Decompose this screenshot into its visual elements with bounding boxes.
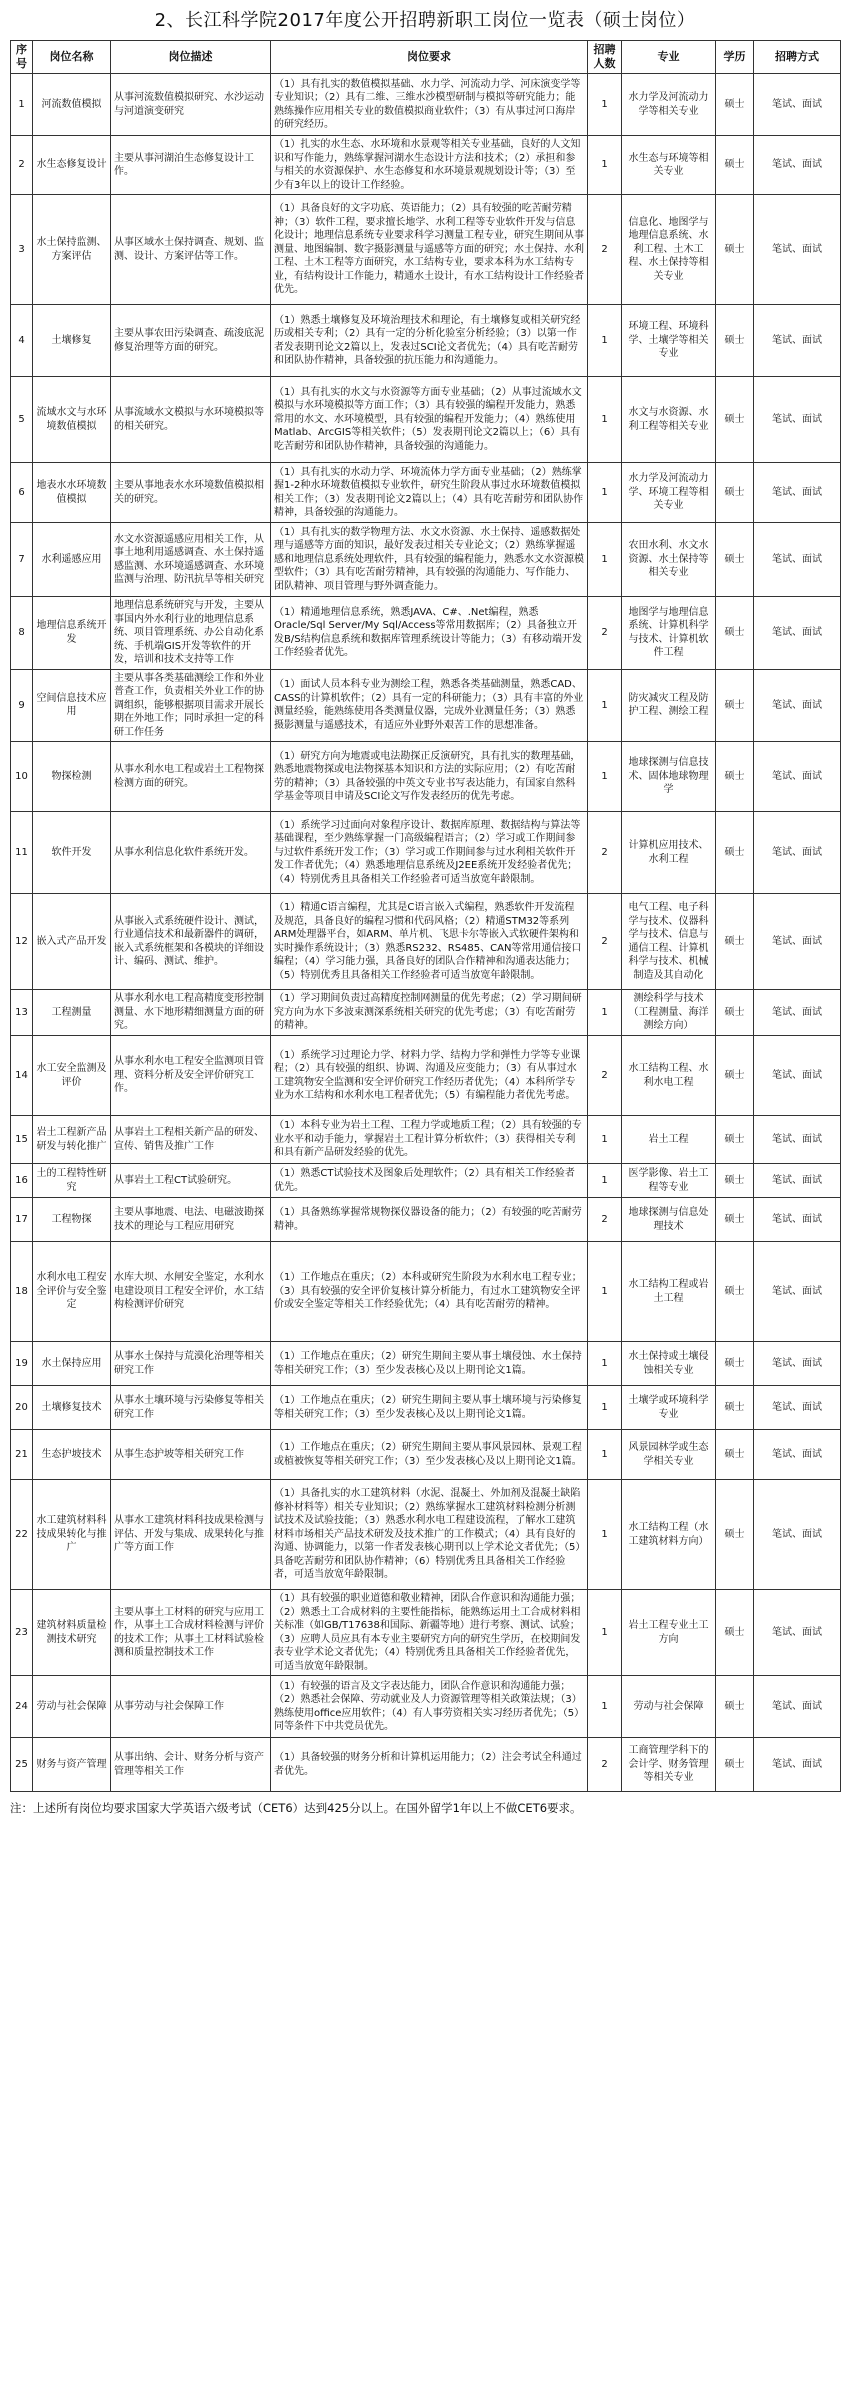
cell-edu: 硕士 bbox=[716, 1738, 754, 1792]
cell-edu: 硕士 bbox=[716, 1676, 754, 1738]
cell-method: 笔试、面试 bbox=[754, 1676, 841, 1738]
cell-no: 20 bbox=[11, 1386, 33, 1430]
cell-no: 19 bbox=[11, 1342, 33, 1386]
cell-method: 笔试、面试 bbox=[754, 742, 841, 812]
cell-desc: 水库大坝、水闸安全鉴定，水利水电建设项目工程安全评价，水工结构检测评价研究 bbox=[111, 1242, 271, 1342]
cell-count: 1 bbox=[588, 1242, 622, 1342]
header-method: 招聘方式 bbox=[754, 41, 841, 74]
cell-count: 2 bbox=[588, 1738, 622, 1792]
cell-name: 水利水电工程安全评价与安全鉴定 bbox=[33, 1242, 111, 1342]
cell-edu: 硕士 bbox=[716, 463, 754, 523]
cell-req: （1）具有扎实的数值模拟基础、水力学、河流动力学、河床演变学等专业知识；（2）具有二维、三维水沙模型研制与模拟等研究能力；能熟练操作应用相关专业的数值模拟商业软件；（3）有从事过河口海岸的研究经历。 bbox=[271, 74, 588, 136]
table-row bbox=[11, 377, 841, 463]
cell-name: 生态护坡技术 bbox=[33, 1430, 111, 1480]
cell-desc: 主要从事河湖泊生态修复设计工作。 bbox=[111, 136, 271, 195]
cell-method: 笔试、面试 bbox=[754, 523, 841, 597]
table-row bbox=[11, 1430, 841, 1480]
cell-method: 笔试、面试 bbox=[754, 1342, 841, 1386]
cell-major: 水力学及河流动力学等相关专业 bbox=[622, 74, 716, 136]
cell-count: 2 bbox=[588, 1036, 622, 1116]
cell-no: 17 bbox=[11, 1198, 33, 1242]
header-req: 岗位要求 bbox=[271, 41, 588, 74]
cell-name: 劳动与社会保障 bbox=[33, 1676, 111, 1738]
cell-major: 水工结构工程或岩土工程 bbox=[622, 1242, 716, 1342]
cell-edu: 硕士 bbox=[716, 1242, 754, 1342]
table-row bbox=[11, 1590, 841, 1676]
cell-method: 笔试、面试 bbox=[754, 1386, 841, 1430]
cell-method: 笔试、面试 bbox=[754, 1590, 841, 1676]
page-title: 2、长江科学院2017年度公开招聘新职工岗位一览表（硕士岗位） bbox=[154, 10, 696, 31]
cell-desc: 地理信息系统研究与开发，主要从事国内外水利行业的地理信息系统、项目管理系统、办公自动化系统、手机端GIS开发等软件的开发，培训和技术支持等工作 bbox=[111, 597, 271, 670]
cell-desc: 从事岩土工程CT试验研究。 bbox=[111, 1164, 271, 1198]
cell-edu: 硕士 bbox=[716, 669, 754, 742]
cell-method: 笔试、面试 bbox=[754, 669, 841, 742]
cell-count: 2 bbox=[588, 894, 622, 990]
cell-major: 农田水利、水文水资源、水土保持等相关专业 bbox=[622, 523, 716, 597]
table-row bbox=[11, 195, 841, 305]
cell-req: （1）具有较强的职业道德和敬业精神，团队合作意识和沟通能力强；（2）熟悉土工合成材料的主要性能指标，能熟练运用土工合成材料相关标准（如GB/T17638和国际、新疆等地）进行考察、测试、试验；（3）应聘人员应具有本专业主要研究方向的研究生学历，在校期间发表专业学术论文者优先；（4）特别优秀且具备相关工作经验者优先，可适当放宽年龄限制。 bbox=[271, 1590, 588, 1676]
cell-no: 7 bbox=[11, 523, 33, 597]
cell-edu: 硕士 bbox=[716, 1342, 754, 1386]
cell-name: 水土保持应用 bbox=[33, 1342, 111, 1386]
cell-count: 1 bbox=[588, 1164, 622, 1198]
cell-edu: 硕士 bbox=[716, 812, 754, 894]
cell-edu: 硕士 bbox=[716, 1386, 754, 1430]
table-row bbox=[11, 1480, 841, 1590]
cell-name: 水工安全监测及评价 bbox=[33, 1036, 111, 1116]
cell-desc: 主要从事地表水水环境数值模拟相关的研究。 bbox=[111, 463, 271, 523]
cell-name: 土壤修复 bbox=[33, 305, 111, 377]
cell-edu: 硕士 bbox=[716, 1116, 754, 1164]
table-row bbox=[11, 1342, 841, 1386]
cell-no: 12 bbox=[11, 894, 33, 990]
cell-edu: 硕士 bbox=[716, 377, 754, 463]
page bbox=[10, 6, 840, 1816]
table-header bbox=[11, 41, 841, 74]
cell-desc: 从事水利水电工程安全监测项目管理、资料分析及安全评价研究工作。 bbox=[111, 1036, 271, 1116]
cell-req: （1）具有扎实的水动力学、环境流体力学方面专业基础；（2）熟练掌握1-2种水环境数值模拟专业软件，研究生阶段从事过水环境数值模拟相关工作；（3）发表期刊论文2篇以上；（4）具有吃苦耐劳和团队协作精神，具备较强的沟通能力。 bbox=[271, 463, 588, 523]
cell-no: 18 bbox=[11, 1242, 33, 1342]
cell-major: 水工结构工程、水利水电工程 bbox=[622, 1036, 716, 1116]
cell-edu: 硕士 bbox=[716, 74, 754, 136]
table-body bbox=[11, 74, 841, 1792]
cell-method: 笔试、面试 bbox=[754, 1164, 841, 1198]
cell-count: 1 bbox=[588, 1676, 622, 1738]
cell-desc: 主要从事土工材料的研究与应用工作，从事土工合成材料检测与评价的技术工作；从事土工材料试验检测和质量控制技术工作 bbox=[111, 1590, 271, 1676]
cell-method: 笔试、面试 bbox=[754, 1480, 841, 1590]
cell-method: 笔试、面试 bbox=[754, 1116, 841, 1164]
header-no: 序号 bbox=[11, 41, 33, 74]
cell-req: （1）本科专业为岩土工程、工程力学或地质工程；（2）具有较强的专业水平和动手能力，掌握岩土工程计算分析软件；（3）获得相关专利和具有新产品研发经验的优先。 bbox=[271, 1116, 588, 1164]
cell-no: 15 bbox=[11, 1116, 33, 1164]
cell-major: 工商管理学科下的会计学、财务管理等相关专业 bbox=[622, 1738, 716, 1792]
cell-major: 水工结构工程（水工建筑材料方向） bbox=[622, 1480, 716, 1590]
header-edu: 学历 bbox=[716, 41, 754, 74]
cell-name: 空间信息技术应用 bbox=[33, 669, 111, 742]
cell-count: 1 bbox=[588, 377, 622, 463]
cell-no: 10 bbox=[11, 742, 33, 812]
cell-no: 22 bbox=[11, 1480, 33, 1590]
cell-req: （1）具备熟练掌握常规物探仪器设备的能力；（2）有较强的吃苦耐劳精神。 bbox=[271, 1198, 588, 1242]
cell-major: 岩土工程专业土工方向 bbox=[622, 1590, 716, 1676]
cell-edu: 硕士 bbox=[716, 523, 754, 597]
cell-name: 软件开发 bbox=[33, 812, 111, 894]
table-row bbox=[11, 305, 841, 377]
cell-edu: 硕士 bbox=[716, 894, 754, 990]
cell-count: 1 bbox=[588, 1480, 622, 1590]
cell-name: 岩土工程新产品研发与转化推广 bbox=[33, 1116, 111, 1164]
cell-no: 3 bbox=[11, 195, 33, 305]
cell-method: 笔试、面试 bbox=[754, 463, 841, 523]
cell-desc: 主要从事地震、电法、电磁波勘探技术的理论与工程应用研究 bbox=[111, 1198, 271, 1242]
cell-no: 23 bbox=[11, 1590, 33, 1676]
cell-edu: 硕士 bbox=[716, 1198, 754, 1242]
cell-count: 2 bbox=[588, 1198, 622, 1242]
cell-req: （1）具备扎实的水工建筑材料（水泥、混凝土、外加剂及混凝土缺陷修补材料等）相关专业知识；（2）熟练掌握水工建筑材料检测分析测试技术及试验技能；（3）熟悉水利水电工程建设流程，了解水工建筑材料市场相关产品技术研发及技术推广的工作模式；（4）具有良好的沟通、协调能力，以第一作者发表核心期刊以上学术论文者优先；（5）具备吃苦耐劳和团队协作精神；（6）特别优秀且具备相关工作经验者，可适当放宽年龄限制。 bbox=[271, 1480, 588, 1590]
table-row bbox=[11, 74, 841, 136]
cell-method: 笔试、面试 bbox=[754, 812, 841, 894]
cell-major: 地球探测与信息处理技术 bbox=[622, 1198, 716, 1242]
header-major: 专业 bbox=[622, 41, 716, 74]
cell-count: 1 bbox=[588, 523, 622, 597]
table-row bbox=[11, 894, 841, 990]
cell-desc: 从事岩土工程相关新产品的研发、宣传、销售及推广工作 bbox=[111, 1116, 271, 1164]
cell-major: 水土保持或土壤侵蚀相关专业 bbox=[622, 1342, 716, 1386]
cell-major: 水文与水资源、水利工程等相关专业 bbox=[622, 377, 716, 463]
cell-desc: 从事水利信息化软件系统开发。 bbox=[111, 812, 271, 894]
cell-name: 嵌入式产品开发 bbox=[33, 894, 111, 990]
cell-count: 1 bbox=[588, 1386, 622, 1430]
cell-desc: 从事水利水电工程或岩土工程物探检测方面的研究。 bbox=[111, 742, 271, 812]
cell-name: 水土保持监测、方案评估 bbox=[33, 195, 111, 305]
cell-req: （1）精通C语言编程，尤其是C语言嵌入式编程，熟悉软件开发流程及规范，具备良好的编程习惯和代码风格；（2）精通STM32等系列ARM处理器平台，如ARM、单片机、飞思卡尔等嵌入式软硬件架构和实时操作系统设计；（3）熟悉RS232、RS485、CAN等常用通信接口编程；（4）学习能力强，具备良好的团队合作精神和沟通表达能力；（5）特别优秀且具备相关工作经验者可适当放宽年龄限制。 bbox=[271, 894, 588, 990]
cell-desc: 从事水土保持与荒漠化治理等相关研究工作 bbox=[111, 1342, 271, 1386]
cell-name: 土的工程特性研究 bbox=[33, 1164, 111, 1198]
cell-req: （1）研究方向为地震或电法勘探正反演研究，具有扎实的数理基础，熟悉地震物探或电法物探基本知识和方法的实际应用；（2）有吃苦耐劳的精神；（3）具备较强的中英文专业书写表达能力，有国家自然科学基金等项目申请及SCI论文写作发表经历的优先考虑。 bbox=[271, 742, 588, 812]
table-row bbox=[11, 742, 841, 812]
cell-name: 建筑材料质量检测技术研究 bbox=[33, 1590, 111, 1676]
cell-edu: 硕士 bbox=[716, 305, 754, 377]
cell-desc: 主要从事各类基础测绘工作和外业普查工作，负责相关外业工作的协调组织，能够根据项目需求开展长期在外地工作；同时承担一定的科研工作任务 bbox=[111, 669, 271, 742]
cell-edu: 硕士 bbox=[716, 136, 754, 195]
table-row bbox=[11, 463, 841, 523]
cell-count: 1 bbox=[588, 1430, 622, 1480]
cell-req: （1）系统学习过面向对象程序设计、数据库原理、数据结构与算法等基础课程，至少熟练掌握一门高级编程语言；（2）学习或工作期间参与过软件系统开发工作；（3）学习或工作期间参与过水利相关软件开发工作者优先；（4）熟悉地理信息系统及J2EE系统开发经验者优先；（4）特别优秀且具备相关工作经验者可适当放宽年龄限制。 bbox=[271, 812, 588, 894]
cell-count: 1 bbox=[588, 1342, 622, 1386]
header-name: 岗位名称 bbox=[33, 41, 111, 74]
table-row bbox=[11, 1198, 841, 1242]
cell-name: 土壤修复技术 bbox=[33, 1386, 111, 1430]
cell-method: 笔试、面试 bbox=[754, 1738, 841, 1792]
cell-desc: 从事劳动与社会保障工作 bbox=[111, 1676, 271, 1738]
cell-method: 笔试、面试 bbox=[754, 894, 841, 990]
cell-no: 24 bbox=[11, 1676, 33, 1738]
cell-desc: 从事流域水文模拟与水环境模拟等的相关研究。 bbox=[111, 377, 271, 463]
table-row bbox=[11, 1036, 841, 1116]
cell-method: 笔试、面试 bbox=[754, 74, 841, 136]
cell-desc: 从事出纳、会计、财务分析与资产管理等相关工作 bbox=[111, 1738, 271, 1792]
cell-major: 计算机应用技术、水利工程 bbox=[622, 812, 716, 894]
header-count: 招聘人数 bbox=[588, 41, 622, 74]
cell-no: 5 bbox=[11, 377, 33, 463]
cell-major: 土壤学或环境科学专业 bbox=[622, 1386, 716, 1430]
cell-major: 医学影像、岩土工程等专业 bbox=[622, 1164, 716, 1198]
cell-edu: 硕士 bbox=[716, 195, 754, 305]
cell-method: 笔试、面试 bbox=[754, 136, 841, 195]
cell-edu: 硕士 bbox=[716, 1590, 754, 1676]
cell-count: 1 bbox=[588, 74, 622, 136]
cell-major: 防灾减灾工程及防护工程、测绘工程 bbox=[622, 669, 716, 742]
table-row bbox=[11, 1386, 841, 1430]
cell-no: 4 bbox=[11, 305, 33, 377]
cell-name: 水工建筑材料科技成果转化与推广 bbox=[33, 1480, 111, 1590]
cell-req: （1）熟悉CT试验技术及图象后处理软件；（2）具有相关工作经验者优先。 bbox=[271, 1164, 588, 1198]
cell-req: （1）具备良好的文字功底、英语能力；（2）具有较强的吃苦耐劳精神；（3）软件工程，要求擅长地学、水利工程等专业软件开发与信息化设计；地理信息系统专业要求科学习测量工程专业，研究生期间从事测量、地图编制、数字摄影测量与遥感等方面的研究；水土保持、水利工程、土木工程等方面研究，水工结构专业，要求本科为水工结构专业，有结构设计工作能力，精通水土设计，有水工结构设计工作经验者优先。 bbox=[271, 195, 588, 305]
cell-req: （1）具有扎实的数学物理方法、水文水资源、水土保持、遥感数据处理与遥感等方面的知识，最好发表过相关专业论文；（2）熟练掌握遥感和地理信息系统处理软件，具有较强的编程能力，熟悉水文水资源模型软件；（3）具有吃苦耐劳精神，具有较强的沟通能力、写作能力、团队精神、项目管理与野外调查能力。 bbox=[271, 523, 588, 597]
positions-table bbox=[10, 40, 841, 1792]
cell-count: 1 bbox=[588, 1590, 622, 1676]
table-row bbox=[11, 1676, 841, 1738]
cell-name: 水生态修复设计 bbox=[33, 136, 111, 195]
cell-major: 电气工程、电子科学与技术、仪器科学与技术、信息与通信工程、计算机科学与技术、机械制造及其自动化 bbox=[622, 894, 716, 990]
cell-desc: 水文水资源遥感应用相关工作，从事土地利用遥感调查、水土保持遥感监测、水环境遥感调查、水环境监测与治理、防汛抗旱等相关研究 bbox=[111, 523, 271, 597]
cell-req: （1）具备较强的财务分析和计算机运用能力；（2）注会考试全科通过者优先。 bbox=[271, 1738, 588, 1792]
cell-edu: 硕士 bbox=[716, 597, 754, 670]
cell-count: 1 bbox=[588, 463, 622, 523]
cell-major: 风景园林学或生态学相关专业 bbox=[622, 1430, 716, 1480]
cell-major: 地球探测与信息技术、固体地球物理学 bbox=[622, 742, 716, 812]
cell-no: 21 bbox=[11, 1430, 33, 1480]
cell-req: （1）有较强的语言及文字表达能力，团队合作意识和沟通能力强；（2）熟悉社会保障、劳动就业及人力资源管理等相关政策法规；（3）熟练使用office应用软件；（4）有人事劳资相关实习经历者优先；（5）同等条件下中共党员优先。 bbox=[271, 1676, 588, 1738]
cell-name: 工程测量 bbox=[33, 990, 111, 1036]
cell-no: 1 bbox=[11, 74, 33, 136]
cell-no: 13 bbox=[11, 990, 33, 1036]
cell-name: 物探检测 bbox=[33, 742, 111, 812]
cell-count: 1 bbox=[588, 1116, 622, 1164]
cell-req: （1）具有扎实的水文与水资源等方面专业基础；（2）从事过流域水文模拟与水环境模拟等方面工作；（3）具有较强的编程开发能力，熟悉常用的水文、水环境模型，具有较强的编程开发能力；（4）熟练使用Matlab、ArcGIS等相关软件；（5）发表期刊论文2篇以上；（6）具有吃苦耐劳和团队协作精神，具备较强的沟通能力。 bbox=[271, 377, 588, 463]
cell-count: 2 bbox=[588, 597, 622, 670]
table-row bbox=[11, 523, 841, 597]
cell-method: 笔试、面试 bbox=[754, 1242, 841, 1342]
table-row bbox=[11, 1116, 841, 1164]
cell-method: 笔试、面试 bbox=[754, 1036, 841, 1116]
cell-req: （1）熟悉土壤修复及环境治理技术和理论，有土壤修复或相关研究经历或相关专利；（2）具有一定的分析化验室分析经验；（3）以第一作者发表期刊论文2篇以上，发表过SCI论文者优先；（4）具有吃苦耐劳和团队协作精神，具备较强的抗压能力和沟通能力。 bbox=[271, 305, 588, 377]
cell-method: 笔试、面试 bbox=[754, 1198, 841, 1242]
cell-req: （1）工作地点在重庆；（2）本科或研究生阶段为水利水电工程专业；（3）具有较强的安全评价复核计算分析能力，有过水工建筑物安全评价或安全鉴定等相关工作经验优先；（4）具有吃苦耐劳的精神。 bbox=[271, 1242, 588, 1342]
table-row bbox=[11, 812, 841, 894]
cell-edu: 硕士 bbox=[716, 1164, 754, 1198]
cell-no: 14 bbox=[11, 1036, 33, 1116]
cell-no: 16 bbox=[11, 1164, 33, 1198]
table-row bbox=[11, 1164, 841, 1198]
cell-req: （1）面试人员本科专业为测绘工程，熟悉各类基础测量，熟悉CAD、CASS的计算机软件；（2）具有一定的科研能力；（3）具有丰富的外业测量经验，能熟练使用各类测量仪器，完成外业测量任务；（3）熟悉摄影测量与遥感技术，有适应外业野外艰苦工作的思想准备。 bbox=[271, 669, 588, 742]
cell-count: 1 bbox=[588, 136, 622, 195]
cell-count: 1 bbox=[588, 742, 622, 812]
cell-req: （1）精通地理信息系统，熟悉JAVA、C#、.Net编程，熟悉Oracle/Sql Server/My Sql/Access等常用数据库；（2）具备独立开发B/S结构信息系统和数据库管理系统设计等能力；（3）有移动端开发工作经验者优先。 bbox=[271, 597, 588, 670]
table-row bbox=[11, 597, 841, 670]
cell-major: 地图学与地理信息系统、计算机科学与技术、计算机软件工程 bbox=[622, 597, 716, 670]
header-desc: 岗位描述 bbox=[111, 41, 271, 74]
cell-no: 25 bbox=[11, 1738, 33, 1792]
table-row bbox=[11, 990, 841, 1036]
cell-major: 水生态与环境等相关专业 bbox=[622, 136, 716, 195]
cell-desc: 从事水工建筑材料科技成果检测与评估、开发与集成、成果转化与推广等方面工作 bbox=[111, 1480, 271, 1590]
cell-method: 笔试、面试 bbox=[754, 1430, 841, 1480]
cell-edu: 硕士 bbox=[716, 1036, 754, 1116]
cell-req: （1）工作地点在重庆；（2）研究生期间主要从事风景园林、景观工程或植被恢复等相关研究工作；（3）至少发表核心及以上期刊论文1篇。 bbox=[271, 1430, 588, 1480]
cell-major: 环境工程、环境科学、土壤学等相关专业 bbox=[622, 305, 716, 377]
cell-no: 8 bbox=[11, 597, 33, 670]
cell-req: （1）扎实的水生态、水环境和水景观等相关专业基础，良好的人文知识和写作能力，熟练掌握河湖水生态设计方法和技术；（2）承担和参与相关的水资源保护、水生态修复和水环境景观规划设计等；（3）至少有3年以上的设计工作经验。 bbox=[271, 136, 588, 195]
cell-req: （1）系统学习过理论力学、材料力学、结构力学和弹性力学等专业课程；（2）具有较强的组织、协调、沟通及应变能力；（3）有从事过水工建筑物安全监测和安全评价研究工作经历者优先；（4）本科所学专业为水工结构和水利水电工程者优先；（5）有编程能力者优先考虑。 bbox=[271, 1036, 588, 1116]
cell-req: （1）工作地点在重庆；（2）研究生期间主要从事土壤环境与污染修复等相关研究工作；（3）至少发表核心及以上期刊论文1篇。 bbox=[271, 1386, 588, 1430]
cell-name: 河流数值模拟 bbox=[33, 74, 111, 136]
footnote: 注：上述所有岗位均要求国家大学英语六级考试（CET6）达到425分以上。在国外留学1年以上不做CET6要求。 bbox=[10, 1801, 582, 1815]
table-row bbox=[11, 669, 841, 742]
cell-desc: 从事区域水土保持调查、规划、监测、设计、方案评估等工作。 bbox=[111, 195, 271, 305]
cell-edu: 硕士 bbox=[716, 1480, 754, 1590]
cell-name: 水利遥感应用 bbox=[33, 523, 111, 597]
cell-desc: 从事嵌入式系统硬件设计、测试，行业通信技术和最新器件的调研，嵌入式系统框架和各模块的详细设计、编码、测试、维护。 bbox=[111, 894, 271, 990]
cell-count: 1 bbox=[588, 305, 622, 377]
cell-no: 2 bbox=[11, 136, 33, 195]
cell-count: 1 bbox=[588, 669, 622, 742]
cell-major: 水力学及河流动力学、环境工程等相关专业 bbox=[622, 463, 716, 523]
table-row bbox=[11, 136, 841, 195]
cell-name: 地理信息系统开发 bbox=[33, 597, 111, 670]
cell-desc: 主要从事农田污染调查、疏浚底泥修复治理等方面的研究。 bbox=[111, 305, 271, 377]
cell-name: 工程物探 bbox=[33, 1198, 111, 1242]
cell-req: （1）工作地点在重庆；（2）研究生期间主要从事土壤侵蚀、水土保持等相关研究工作；（3）至少发表核心及以上期刊论文1篇。 bbox=[271, 1342, 588, 1386]
cell-desc: 从事河流数值模拟研究、水沙运动与河道演变研究 bbox=[111, 74, 271, 136]
cell-method: 笔试、面试 bbox=[754, 305, 841, 377]
cell-name: 流域水文与水环境数值模拟 bbox=[33, 377, 111, 463]
cell-method: 笔试、面试 bbox=[754, 990, 841, 1036]
cell-method: 笔试、面试 bbox=[754, 597, 841, 670]
cell-major: 测绘科学与技术（工程测量、海洋测绘方向） bbox=[622, 990, 716, 1036]
cell-no: 9 bbox=[11, 669, 33, 742]
cell-major: 信息化、地图学与地理信息系统、水利工程、土木工程、水土保持等相关专业 bbox=[622, 195, 716, 305]
cell-desc: 从事生态护坡等相关研究工作 bbox=[111, 1430, 271, 1480]
cell-edu: 硕士 bbox=[716, 1430, 754, 1480]
table-row bbox=[11, 1242, 841, 1342]
cell-method: 笔试、面试 bbox=[754, 377, 841, 463]
table-row bbox=[11, 1738, 841, 1792]
cell-count: 2 bbox=[588, 195, 622, 305]
cell-no: 6 bbox=[11, 463, 33, 523]
cell-name: 财务与资产管理 bbox=[33, 1738, 111, 1792]
cell-desc: 从事水土壤环境与污染修复等相关研究工作 bbox=[111, 1386, 271, 1430]
cell-req: （1）学习期间负责过高精度控制网测量的优先考虑；（2）学习期间研究方向为水下多波束测深系统相关研究的优先考虑；（3）有吃苦耐劳的精神。 bbox=[271, 990, 588, 1036]
cell-count: 1 bbox=[588, 990, 622, 1036]
cell-edu: 硕士 bbox=[716, 742, 754, 812]
cell-name: 地表水水环境数值模拟 bbox=[33, 463, 111, 523]
cell-no: 11 bbox=[11, 812, 33, 894]
cell-major: 劳动与社会保障 bbox=[622, 1676, 716, 1738]
cell-major: 岩土工程 bbox=[622, 1116, 716, 1164]
cell-desc: 从事水利水电工程高精度变形控制测量、水下地形精细测量方面的研究。 bbox=[111, 990, 271, 1036]
cell-edu: 硕士 bbox=[716, 990, 754, 1036]
cell-count: 2 bbox=[588, 812, 622, 894]
cell-method: 笔试、面试 bbox=[754, 195, 841, 305]
